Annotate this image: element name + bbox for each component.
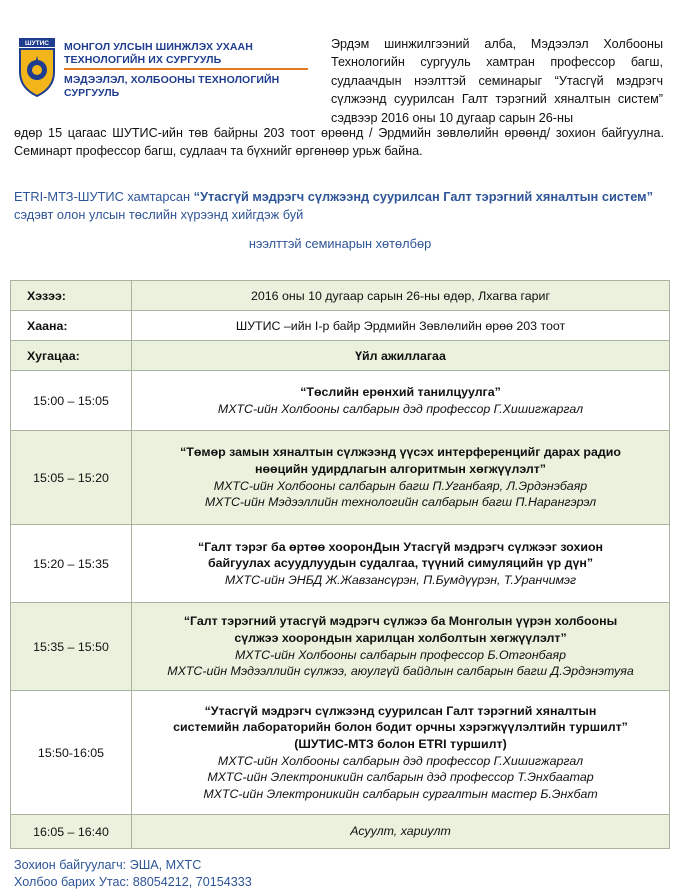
- session-presenter: МХТС-ийн Холбооны салбарын багш П.Уганбаяр, Л.Эрдэнэбаяр: [213, 478, 588, 493]
- logo-line-4: СУРГУУЛЬ: [64, 87, 120, 99]
- session-title: системийн лабораторийн болон бодит орчны хэрэгжүүлэлтийн туршилт”: [173, 720, 628, 735]
- logo-divider: [64, 68, 308, 70]
- session-qa: Асуулт, хариулт: [350, 824, 451, 839]
- program-table: [10, 280, 670, 849]
- session-title: сүлжээ хоорондын харилцан холболтын хөгжүүлэлт”: [234, 630, 567, 645]
- table-row: [11, 525, 670, 603]
- table-row-where: [11, 311, 670, 341]
- session-title: байгуулах асуудлуудын судалгаа, түүний симуляцийн үр дүн”: [207, 556, 594, 571]
- session-presenter: МХТС-ийн Электроникийн салбарын сургалтын мастер Б.Энхбат: [203, 786, 598, 801]
- university-emblem-icon: [16, 36, 58, 98]
- when-value: 2016 оны 10 дугаар сарын 26-ны өдөр, Лхагва гариг: [132, 281, 670, 311]
- session-presenter: МХТС-ийн Электроникийн салбарын дэд профессор Т.Энхбаатар: [207, 770, 594, 785]
- table-header-row: [11, 341, 670, 371]
- table-row: [11, 431, 670, 525]
- intro-paragraph-bottom: өдөр 15 цагаас ШУТИС-ийн төв байрны 203 тоот өрөөнд / Эрдмийн зөвлөлийн өрөөнд/ зохион байгуулна. Семинарт профессор багш, судлаач та бүхнийг өргөнөөр урьж байна.: [14, 126, 664, 159]
- table-row: [11, 691, 670, 815]
- session-title: “Галт тэрэгний утасгүй мэдрэгч сүлжээ ба Монголын үүрэн холбооны: [183, 614, 618, 629]
- time-column-header: Хугацаа:: [11, 341, 132, 371]
- where-value: ШУТИС –ийн I-р байр Эрдмийн Зөвлөлийн өрөө 203 тоот: [132, 311, 670, 341]
- table-row: [11, 603, 670, 691]
- session-activity: [132, 431, 670, 525]
- session-activity: [132, 525, 670, 603]
- session-activity: [132, 815, 670, 849]
- program-subtitle: нээлттэй семинарын хөтөлбөр: [248, 236, 432, 251]
- session-presenter: МХТС-ийн Мэдээллийн технологийн салбарын багш П.Нарангэрэл: [204, 495, 597, 510]
- intro-paragraph-top: Эрдэм шинжилгээний алба, Мэдээлэл Холбооны Технологийн сургууль хамтран профессор багш, судлаачдын нээлттэй семинарыг “Утасгүй мэдрэгч сүлжээнд суурилсан Галт тэрэгний хяналтын систем” сэдвээр 2016 оны 10 дугаар сарын 26-ны: [331, 37, 663, 125]
- session-title: нөөцийн удирдлагын алгоритмын хөгжүүлэлт”: [254, 461, 546, 476]
- logo-line-1: МОНГОЛ УЛСЫН ШИНЖЛЭХ УХААН: [64, 41, 253, 53]
- table-row-when: [11, 281, 670, 311]
- session-title: “Утасгүй мэдрэгч сүлжээнд суурилсан Галт тэрэгний хяналтын: [204, 703, 597, 718]
- session-title: “Төслийн ерөнхий танилцуулга”: [300, 384, 501, 399]
- session-time: 16:05 – 16:40: [11, 815, 132, 849]
- activity-column-header: Үйл ажиллагаа: [132, 341, 670, 371]
- session-title: (ШУТИС-МТЗ болон ETRI туршилт): [294, 736, 507, 751]
- session-time: 15:20 – 15:35: [11, 525, 132, 603]
- program-title: [14, 188, 664, 224]
- svg-text:ШУТИС: ШУТИС: [25, 40, 49, 48]
- session-title: “Галт тэрэг ба өртөө хооронДын Утасгүй мэдрэгч сүлжээг зохион: [197, 539, 604, 554]
- session-presenter: МХТС-ийн Холбооны салбарын профессор Б.Отгонбаяр: [234, 647, 567, 662]
- title-tail: сэдэвт олон улсын төслийн хүрээнд хийгдэж буй: [14, 207, 304, 222]
- logo-line-3: МЭДЭЭЛЭЛ, ХОЛБООНЫ ТЕХНОЛОГИЙН: [64, 74, 280, 86]
- title-topic: “Утасгүй мэдрэгч сүлжээнд суурилсан Галт тэрэгний хяналтын систем”: [193, 189, 654, 204]
- organizer-line: Зохион байгуулагч: ЭША, МХТС: [14, 858, 202, 872]
- session-time: 15:50-16:05: [11, 691, 132, 815]
- title-lead: ETRI-МТЗ-ШУТИС хамтарсан: [14, 189, 194, 204]
- session-presenter: МХТС-ийн Мэдээллийн сүлжээ, аюулгүй байдлын салбарын багш Д.Эрдэнэтуяа: [167, 664, 634, 679]
- contact-line: Холбоо барих Утас: 88054212, 70154333: [14, 875, 252, 889]
- university-logo: [16, 36, 316, 106]
- session-presenter: МХТС-ийн Холбооны салбарын дэд профессор Г.Хишигжаргал: [217, 401, 584, 416]
- session-activity: [132, 371, 670, 431]
- session-activity: [132, 691, 670, 815]
- session-time: 15:35 – 15:50: [11, 603, 132, 691]
- session-presenter: МХТС-ийн ЭНБД Ж.Жавзансүрэн, П.Бумдүүрэн, Т.Уранчимэг: [224, 572, 577, 587]
- session-time: 15:05 – 15:20: [11, 431, 132, 525]
- session-time: 15:00 – 15:05: [11, 371, 132, 431]
- table-row: [11, 815, 670, 849]
- logo-line-2: ТЕХНОЛОГИЙН ИХ СУРГУУЛЬ: [64, 54, 222, 66]
- where-label: Хаана:: [11, 311, 132, 341]
- footer: [14, 857, 252, 891]
- table-row: [11, 371, 670, 431]
- session-activity: [132, 603, 670, 691]
- session-title: “Төмөр замын хяналтын сүлжээнд үүсэх интерференцийг дарах радио: [180, 445, 621, 460]
- when-label: Хэзээ:: [11, 281, 132, 311]
- session-presenter: МХТС-ийн Холбооны салбарын дэд профессор Г.Хишигжаргал: [217, 753, 584, 768]
